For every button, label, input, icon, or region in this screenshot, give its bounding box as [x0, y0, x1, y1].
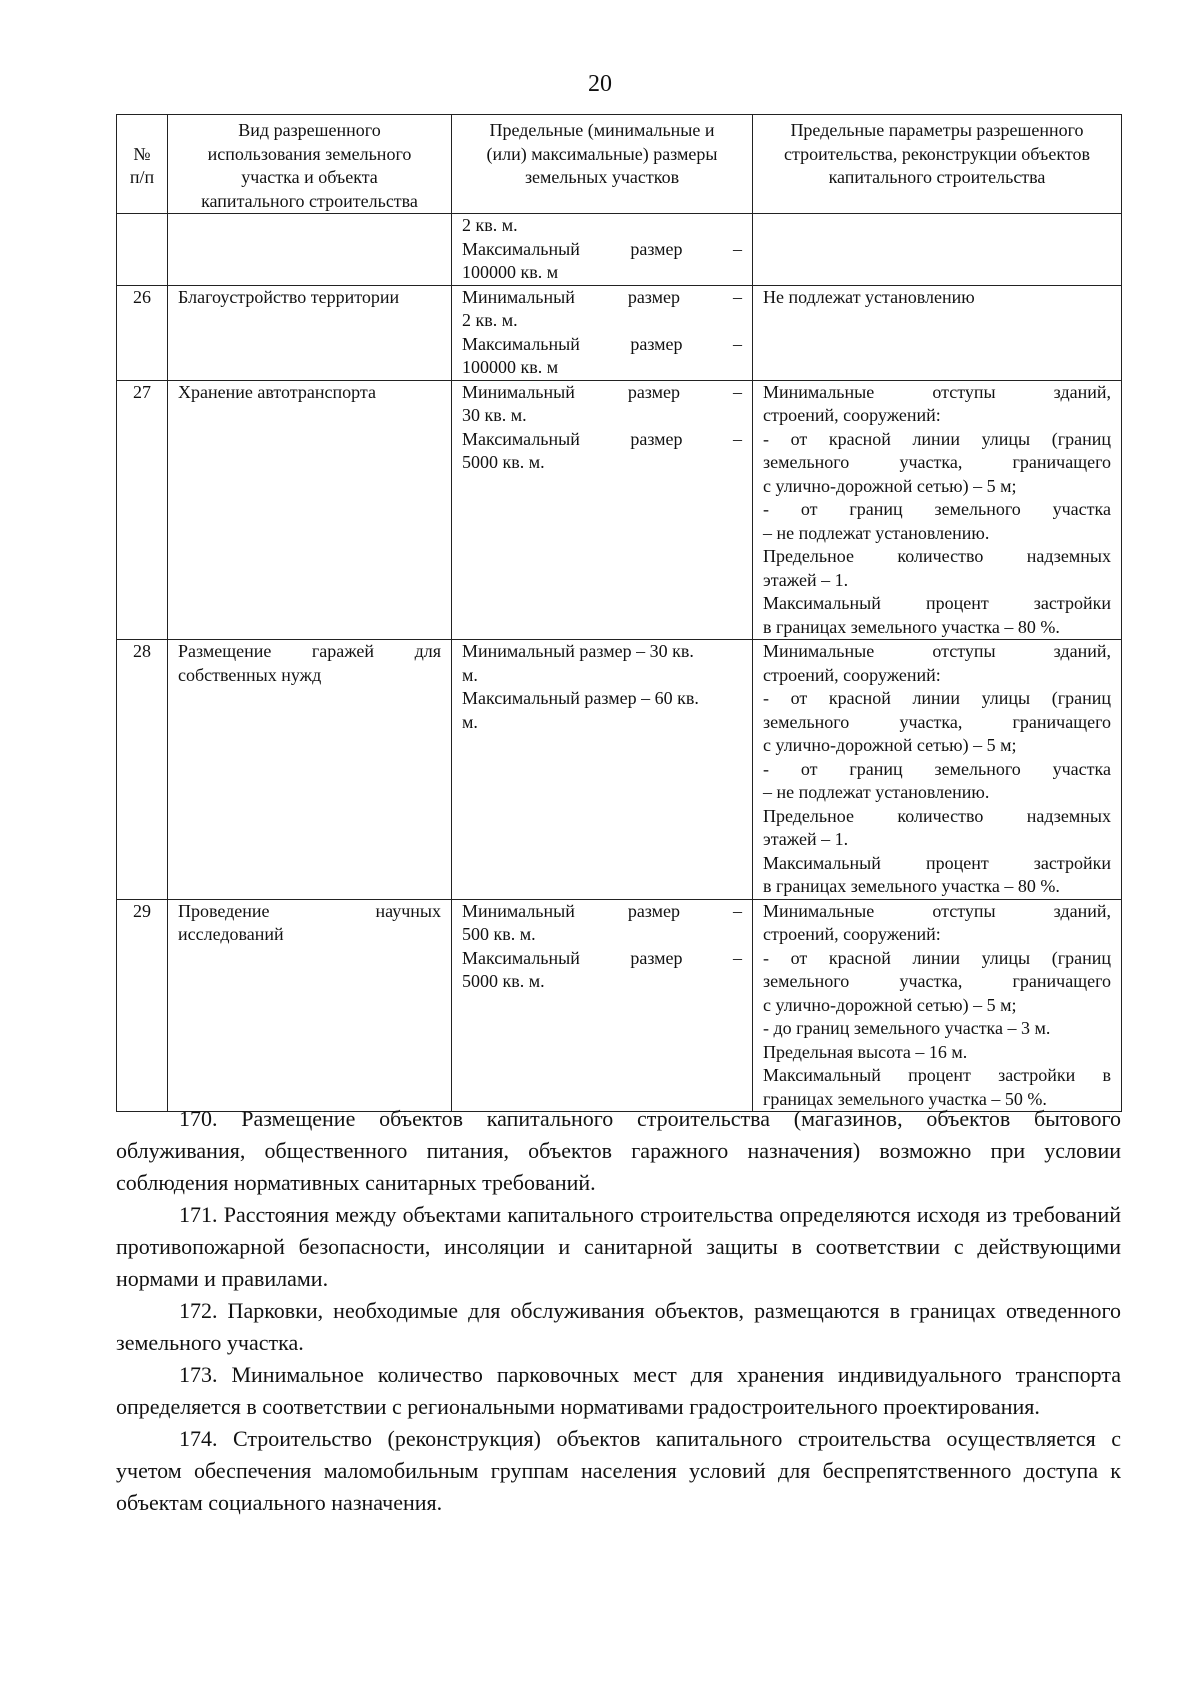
land-use-table	[116, 114, 1122, 1112]
table-row	[117, 640, 1122, 900]
row-kind	[168, 640, 452, 900]
cell-line: Проведение научных	[178, 900, 441, 921]
cell-line: 5000 кв. м.	[462, 971, 545, 991]
cell-line: 100000 кв. м	[462, 357, 559, 377]
cell-line: - от красной линии улицы (границ	[763, 947, 1111, 968]
cell-line: в границах земельного участка – 80 %.	[763, 876, 1060, 896]
cell-line: - от границ земельного участка	[763, 499, 1111, 519]
cell-line: Максимальный процент застройки	[763, 593, 1111, 613]
cell-line: Максимальный размер –	[462, 428, 742, 449]
cell-line: строений, сооружений:	[763, 405, 941, 425]
cell-line: Минимальный размер –	[462, 381, 742, 402]
cell-line: Минимальный размер –	[462, 286, 742, 307]
cell-line: Минимальные отступы зданий,	[763, 641, 1111, 661]
table-row	[117, 380, 1122, 640]
cell-line: Хранение автотранспорта	[178, 381, 376, 402]
cell-line: Минимальный размер –	[462, 900, 742, 921]
table-row	[117, 214, 1122, 286]
cell-line: строений, сооружений:	[763, 664, 941, 685]
row-size	[452, 285, 753, 380]
header-num	[117, 115, 168, 214]
cell-line: собственных нужд	[178, 664, 322, 685]
cell-line: п/п	[129, 167, 155, 187]
cell-line: (или) максимальные) размеры	[486, 143, 718, 164]
table-row	[117, 899, 1122, 1112]
cell-line: строений, сооружений:	[763, 924, 941, 944]
cell-line: Минимальные отступы зданий,	[763, 381, 1111, 402]
row-kind	[168, 380, 452, 640]
row-params	[753, 640, 1122, 900]
cell-line: Минимальные отступы зданий,	[763, 900, 1111, 921]
cell-line: Минимальный размер – 30 кв.	[462, 641, 694, 661]
row-params	[753, 214, 1122, 286]
row-size	[452, 640, 753, 900]
row-num: 26	[117, 285, 168, 380]
cell-line: с улично-дорожной сетью) – 5 м;	[763, 475, 1017, 496]
cell-line: Предельные параметры разрешенного	[790, 120, 1084, 140]
cell-line: капитального строительства	[201, 190, 418, 211]
table-header-row	[117, 115, 1122, 214]
cell-line: 2 кв. м.	[462, 215, 518, 235]
cell-line: Максимальный размер –	[462, 947, 742, 968]
cell-line: с улично-дорожной сетью) – 5 м;	[763, 994, 1017, 1015]
cell-line: строительства, реконструкции объектов	[784, 143, 1090, 164]
cell-line: Предельные (минимальные и	[489, 120, 715, 140]
cell-line: участка и объекта	[241, 167, 378, 187]
paragraph-172: 172. Парковки, необходимые для обслуживания объектов, размещаются в границах отведенного земельного участка.	[116, 1298, 1121, 1355]
paragraph-173: 173. Минимальное количество парковочных мест для хранения индивидуального транспорта определяется в соответствии с региональными нормативами градостроительного проектирования.	[116, 1362, 1121, 1419]
paragraph-170: 170. Размещение объектов капитального строительства (магазинов, объектов бытового облуживания, общественного питания, объектов гаражного назначения) возможно при условии соблюдения нормативных санитарных требований.	[116, 1106, 1121, 1195]
row-params	[753, 380, 1122, 640]
cell-line: Вид разрешенного	[238, 120, 381, 140]
cell-line: Предельная высота – 16 м.	[763, 1041, 968, 1062]
cell-line: этажей – 1.	[763, 829, 849, 849]
page-number: 20	[588, 71, 612, 97]
cell-line: – не подлежат установлению.	[763, 782, 990, 802]
row-params	[753, 285, 1122, 380]
cell-line: этажей – 1.	[763, 569, 849, 590]
cell-line: Предельное количество надземных	[763, 805, 1111, 826]
cell-line: Максимальный размер – 60 кв.	[462, 688, 699, 708]
row-kind	[168, 899, 452, 1112]
header-kind	[168, 115, 452, 214]
header-params	[753, 115, 1122, 214]
row-num: 29	[117, 899, 168, 1112]
cell-line: 30 кв. м.	[462, 405, 527, 425]
cell-line: Не подлежат установлению	[763, 286, 975, 307]
cell-line: Предельное количество надземных	[763, 546, 1111, 566]
cell-line: границах земельного участка – 50 %.	[763, 1088, 1047, 1109]
cell-line: 500 кв. м.	[462, 924, 536, 944]
cell-line: м.	[462, 711, 478, 732]
cell-line: м.	[462, 664, 478, 685]
row-kind	[168, 285, 452, 380]
cell-line: 2 кв. м.	[462, 310, 518, 330]
row-size	[452, 380, 753, 640]
cell-line: Максимальный процент застройки в	[763, 1065, 1111, 1085]
row-num: 28	[117, 640, 168, 900]
row-params	[753, 899, 1122, 1112]
body-text	[116, 1103, 1121, 1519]
cell-line: - от красной линии улицы (границ	[763, 688, 1111, 708]
cell-line: земельного участка, граничащего	[763, 711, 1111, 732]
cell-line: Максимальный размер –	[462, 238, 742, 259]
row-num: 27	[117, 380, 168, 640]
cell-line: с улично-дорожной сетью) – 5 м;	[763, 735, 1017, 755]
cell-line: - от красной линии улицы (границ	[763, 428, 1111, 449]
row-kind	[168, 214, 452, 286]
table-row	[117, 285, 1122, 380]
cell-line: - от границ земельного участка	[763, 758, 1111, 779]
cell-line: - до границ земельного участка – 3 м.	[763, 1018, 1051, 1038]
cell-line: исследований	[178, 924, 284, 944]
cell-line: Благоустройство территории	[178, 286, 400, 307]
cell-line: 100000 кв. м	[462, 262, 559, 282]
cell-line: – не подлежат установлению.	[763, 522, 990, 543]
cell-line: 5000 кв. м.	[462, 452, 545, 472]
row-size	[452, 899, 753, 1112]
row-size	[452, 214, 753, 286]
paragraph-171: 171. Расстояния между объектами капитального строительства определяются исходя из требований противопожарной безопасности, инсоляции и санитарной защиты в соответствии с действующими нормами и правилами.	[116, 1202, 1121, 1291]
cell-line: использования земельного	[207, 143, 412, 164]
cell-line: земельных участков	[524, 167, 680, 187]
cell-line: земельного участка, граничащего	[763, 971, 1111, 991]
cell-line: Максимальный процент застройки	[763, 852, 1111, 873]
header-size	[452, 115, 753, 214]
cell-line: №	[133, 143, 151, 164]
cell-line: Максимальный размер –	[462, 333, 742, 354]
cell-line: земельного участка, граничащего	[763, 452, 1111, 472]
cell-line: в границах земельного участка – 80 %.	[763, 616, 1060, 637]
cell-line: капитального строительства	[828, 167, 1046, 187]
row-num	[117, 214, 168, 286]
cell-line: Размещение гаражей для	[178, 641, 441, 661]
paragraph-174: 174. Строительство (реконструкция) объектов капитального строительства осуществляется с учетом обеспечения маломобильным группам населения условий для беспрепятственного доступа к объектам социального назначения.	[116, 1426, 1121, 1515]
